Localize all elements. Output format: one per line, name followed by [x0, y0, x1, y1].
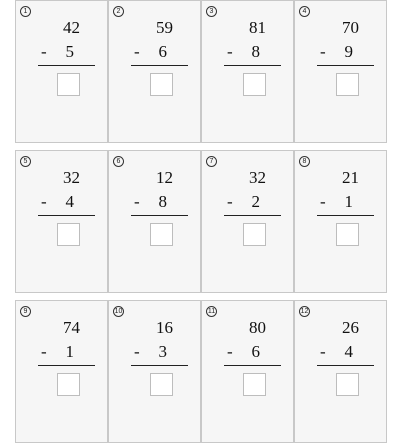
minus-sign: -: [41, 42, 47, 61]
minus-sign: -: [41, 342, 47, 361]
problem-number-badge: 6: [113, 156, 124, 167]
problem-card: [15, 0, 108, 143]
answer-line: [224, 215, 281, 216]
problem-card: [201, 0, 294, 143]
minuend: 21: [342, 168, 359, 187]
answer-line: [317, 215, 374, 216]
minus-sign: -: [134, 42, 140, 61]
minus-sign: -: [227, 342, 233, 361]
answer-line: [224, 65, 281, 66]
problem-card: [294, 0, 387, 143]
subtrahend: 3: [158, 342, 167, 361]
subtrahend: 6: [251, 342, 260, 361]
minuend: 59: [156, 18, 173, 37]
minus-sign: -: [134, 192, 140, 211]
problem-number-badge: 3: [206, 6, 217, 17]
subtrahend: 4: [344, 342, 353, 361]
problem-card: [294, 150, 387, 293]
problem-number-badge: 7: [206, 156, 217, 167]
answer-box[interactable]: [243, 373, 266, 396]
subtrahend: 8: [158, 192, 167, 211]
subtrahend: 1: [344, 192, 353, 211]
problem-card: [201, 300, 294, 443]
minuend: 70: [342, 18, 359, 37]
answer-box[interactable]: [150, 223, 173, 246]
answer-box[interactable]: [243, 73, 266, 96]
answer-line: [131, 365, 188, 366]
problem-number-badge: 10: [114, 308, 123, 315]
minus-sign: -: [320, 192, 326, 211]
problem-number-badge: 8: [299, 156, 310, 167]
minuend: 16: [156, 318, 173, 337]
subtrahend: 1: [65, 342, 74, 361]
problem-card: [108, 300, 201, 443]
answer-line: [224, 365, 281, 366]
subtrahend: 8: [251, 42, 260, 61]
minuend: 81: [249, 18, 266, 37]
answer-box[interactable]: [57, 223, 80, 246]
minus-sign: -: [227, 42, 233, 61]
answer-line: [131, 215, 188, 216]
minus-sign: -: [134, 342, 140, 361]
problem-card: [15, 150, 108, 293]
problem-number-badge: 11: [207, 308, 216, 315]
answer-box[interactable]: [336, 223, 359, 246]
minuend: 80: [249, 318, 266, 337]
problem-number-badge: 9: [20, 306, 31, 317]
answer-line: [131, 65, 188, 66]
problem-card: [201, 150, 294, 293]
answer-line: [38, 65, 95, 66]
subtrahend: 6: [158, 42, 167, 61]
problem-number-badge: 1: [20, 6, 31, 17]
problem-number-badge: 12: [300, 308, 309, 315]
minuend: 32: [63, 168, 80, 187]
problem-number-badge: 5: [20, 156, 31, 167]
problem-card: [108, 0, 201, 143]
answer-box[interactable]: [57, 373, 80, 396]
minus-sign: -: [320, 42, 326, 61]
problem-card: [294, 300, 387, 443]
answer-box[interactable]: [243, 223, 266, 246]
answer-line: [317, 65, 374, 66]
answer-box[interactable]: [150, 73, 173, 96]
answer-line: [317, 365, 374, 366]
problem-card: [108, 150, 201, 293]
minuend: 12: [156, 168, 173, 187]
minuend: 26: [342, 318, 359, 337]
answer-box[interactable]: [336, 73, 359, 96]
minus-sign: -: [41, 192, 47, 211]
minus-sign: -: [320, 342, 326, 361]
answer-line: [38, 365, 95, 366]
problem-card: [15, 300, 108, 443]
minuend: 32: [249, 168, 266, 187]
subtrahend: 9: [344, 42, 353, 61]
answer-box[interactable]: [336, 373, 359, 396]
subtrahend: 2: [251, 192, 260, 211]
answer-box[interactable]: [57, 73, 80, 96]
answer-box[interactable]: [150, 373, 173, 396]
subtrahend: 5: [65, 42, 74, 61]
subtrahend: 4: [65, 192, 74, 211]
minus-sign: -: [227, 192, 233, 211]
problem-number-badge: 4: [299, 6, 310, 17]
minuend: 74: [63, 318, 80, 337]
problem-grid: [15, 0, 387, 430]
minuend: 42: [63, 18, 80, 37]
answer-line: [38, 215, 95, 216]
problem-number-badge: 2: [113, 6, 124, 17]
